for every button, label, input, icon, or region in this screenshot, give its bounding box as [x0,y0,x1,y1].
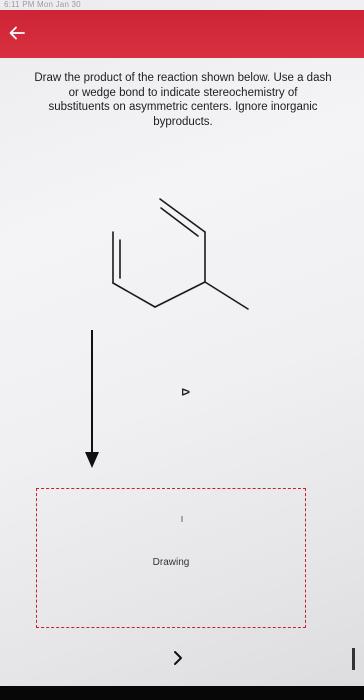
drawing-area[interactable] [36,488,306,628]
bond [155,282,205,307]
bond [205,282,248,309]
question-line: or wedge bond to indicate stereochemistry of [68,86,298,99]
next-button[interactable] [170,650,186,666]
double-bond-inner [161,208,198,236]
question-line: substituents on asymmetric centers. Ignore inorganic [48,101,318,113]
bond [113,283,155,307]
app-header [0,10,364,58]
drawing-label: Drawing [152,557,190,568]
question-text [8,71,358,129]
status-time-date: 6:11 PM Mon Jan 30 [4,0,81,9]
question-line: Draw the product of the reaction shown below. Use a dash [34,72,332,84]
reaction-arrow [80,330,104,470]
arrow-left-icon [6,22,28,44]
reaction-condition-label: Δ [178,388,191,396]
bottom-bar [0,686,364,700]
status-bar [0,0,364,10]
cursor-mark [180,516,184,522]
bond [160,199,205,232]
question-line: byproducts. [153,115,213,128]
down-arrow-icon [80,330,104,470]
chevron-right-icon [170,650,186,666]
back-button[interactable] [6,22,28,44]
scroll-indicator [352,648,355,670]
